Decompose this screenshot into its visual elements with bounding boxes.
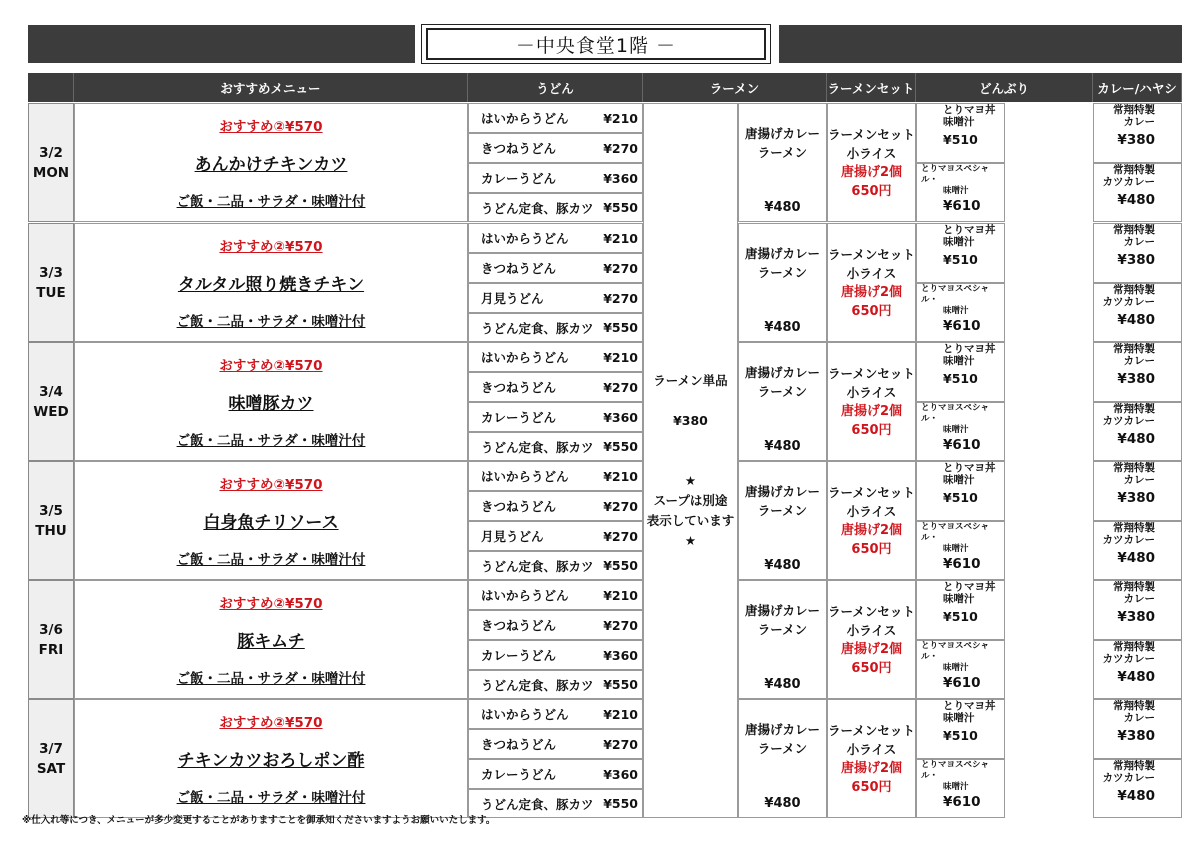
date-label: 3/7 xyxy=(39,740,63,757)
udon-price: ¥550 xyxy=(603,558,638,573)
karaage-curry-ramen-cell xyxy=(738,223,827,342)
curry-a-line2: カレー xyxy=(1123,593,1155,605)
donburi-b-name: とりマヨスペシャル・ xyxy=(921,522,989,543)
donburi-special xyxy=(916,759,1005,818)
udon-name: はいからうどん xyxy=(481,231,569,246)
ramen-set-line1: ラーメンセット xyxy=(828,603,915,619)
recommended-dish: チキンカツおろしポン酢 xyxy=(177,750,365,771)
katsu-curry-item xyxy=(1093,759,1182,818)
curry-b-price: ¥480 xyxy=(1117,788,1155,804)
curry-item xyxy=(1093,342,1182,402)
udon-name: 月見うどん xyxy=(481,529,544,544)
donburi-b-sub: 味噌汁 xyxy=(943,544,969,554)
donburi-a-name: とりマヨ丼 xyxy=(943,700,996,712)
donburi-b-price: ¥610 xyxy=(943,675,981,691)
recommended-price: おすすめ②¥570 xyxy=(219,119,323,136)
donburi-b-price: ¥610 xyxy=(943,318,981,334)
donburi-a-name: とりマヨ丼 xyxy=(943,462,996,474)
donburi-a-price: ¥510 xyxy=(943,371,978,386)
curry-item xyxy=(1093,580,1182,640)
donburi-b-name: とりマヨスペシャル・ xyxy=(921,284,989,305)
donburi-b-name: とりマヨスペシャル・ xyxy=(921,760,989,781)
udon-name: はいからうどん xyxy=(481,469,569,484)
curry-a-line2: カレー xyxy=(1123,712,1155,724)
curry-a-line2: カレー xyxy=(1123,474,1155,486)
udon-item xyxy=(468,432,643,461)
donburi-toriMayo xyxy=(916,223,1005,283)
udon-price: ¥210 xyxy=(603,468,638,484)
recommended-cell xyxy=(74,342,468,461)
udon-item xyxy=(468,640,643,670)
karaage-ramen-line1: 唐揚げカレー xyxy=(744,722,820,737)
recommended-sides: ご飯・二品・サラダ・味噌汁付 xyxy=(176,432,366,449)
curry-item xyxy=(1093,461,1182,521)
karaage-ramen-price: ¥480 xyxy=(764,320,801,335)
udon-name: カレーうどん xyxy=(481,767,557,782)
donburi-b-name: とりマヨスペシャル・ xyxy=(921,403,989,424)
udon-name: カレーうどん xyxy=(481,410,557,425)
recommended-dish: タルタル照り焼きチキン xyxy=(177,274,365,295)
recommended-price: おすすめ②¥570 xyxy=(219,358,323,375)
udon-price: ¥550 xyxy=(603,677,638,692)
udon-name: うどん定食、豚カツ xyxy=(481,439,594,455)
udon-price: ¥210 xyxy=(603,349,638,365)
curry-b-price: ¥480 xyxy=(1117,192,1155,208)
date-label: 3/5 xyxy=(39,502,63,519)
curry-a-line1: 常翔特製 xyxy=(1113,462,1155,474)
udon-price: ¥550 xyxy=(603,200,638,215)
curry-a-line1: 常翔特製 xyxy=(1113,700,1155,712)
udon-item xyxy=(468,521,643,551)
ramen-set-line4: 650円 xyxy=(851,779,892,795)
udon-name: うどん定食、豚カツ xyxy=(481,796,594,812)
donburi-a-price: ¥510 xyxy=(943,252,978,267)
donburi-a-sub: 味噌汁 xyxy=(943,593,975,605)
ramen-set-line3: 唐揚げ2個 xyxy=(840,641,903,657)
ramen-set-line4: 650円 xyxy=(851,541,892,557)
udon-name: はいからうどん xyxy=(481,350,569,365)
donburi-b-sub: 味噌汁 xyxy=(943,186,969,196)
ramen-set-line1: ラーメンセット xyxy=(828,126,915,142)
curry-item xyxy=(1093,103,1182,163)
katsu-curry-item xyxy=(1093,402,1182,461)
ramen-set-line1: ラーメンセット xyxy=(828,722,915,738)
karaage-ramen-line1: 唐揚げカレー xyxy=(744,484,820,499)
udon-item xyxy=(468,313,643,342)
recommended-cell xyxy=(74,580,468,699)
udon-item xyxy=(468,372,643,402)
recommended-cell xyxy=(74,223,468,342)
header-cell: ラーメンセット xyxy=(827,73,916,102)
karaage-ramen-line2: ラーメン xyxy=(757,503,808,518)
udon-price: ¥270 xyxy=(603,140,638,156)
curry-a-price: ¥380 xyxy=(1117,371,1155,387)
curry-a-price: ¥380 xyxy=(1117,132,1155,148)
recommended-price: おすすめ②¥570 xyxy=(219,596,323,613)
donburi-a-name: とりマヨ丼 xyxy=(943,581,996,593)
udon-item xyxy=(468,580,643,610)
day-label: THU xyxy=(35,522,67,539)
curry-b-line2: カツカレー xyxy=(1102,653,1155,665)
udon-price: ¥270 xyxy=(603,617,638,633)
udon-item xyxy=(468,283,643,313)
karaage-curry-ramen-cell xyxy=(738,580,827,699)
ramen-set-line2: 小ライス xyxy=(846,741,897,757)
udon-name: きつねうどん xyxy=(481,141,557,156)
ramen-set-line2: 小ライス xyxy=(846,265,897,281)
udon-item xyxy=(468,223,643,253)
star-icon: ★ xyxy=(684,472,697,488)
ramen-column xyxy=(643,103,738,818)
udon-price: ¥210 xyxy=(603,110,638,126)
karaage-ramen-price: ¥480 xyxy=(764,439,801,454)
ramen-set-line2: 小ライス xyxy=(846,503,897,519)
recommended-cell xyxy=(74,699,468,818)
katsu-curry-item xyxy=(1093,163,1182,222)
header-cell: おすすめメニュー xyxy=(74,73,468,102)
donburi-a-sub: 味噌汁 xyxy=(943,712,975,724)
karaage-ramen-price: ¥480 xyxy=(764,200,801,215)
udon-item xyxy=(468,670,643,699)
date-label: 3/2 xyxy=(39,144,63,161)
donburi-toriMayo xyxy=(916,461,1005,521)
karaage-ramen-line2: ラーメン xyxy=(757,622,808,637)
udon-price: ¥550 xyxy=(603,320,638,335)
udon-name: カレーうどん xyxy=(481,648,557,663)
curry-b-line2: カツカレー xyxy=(1102,415,1155,427)
recommended-price: おすすめ②¥570 xyxy=(219,239,323,256)
donburi-toriMayo xyxy=(916,103,1005,163)
recommended-price: おすすめ②¥570 xyxy=(219,715,323,732)
katsu-curry-item xyxy=(1093,640,1182,699)
curry-b-price: ¥480 xyxy=(1117,669,1155,685)
udon-name: うどん定食、豚カツ xyxy=(481,320,594,336)
ramen-set-line2: 小ライス xyxy=(846,622,897,638)
udon-price: ¥270 xyxy=(603,379,638,395)
ramen-set-line3: 唐揚げ2個 xyxy=(840,284,903,300)
udon-name: はいからうどん xyxy=(481,707,569,722)
recommended-sides: ご飯・二品・サラダ・味噌汁付 xyxy=(176,670,366,687)
recommended-dish: 味噌豚カツ xyxy=(228,393,314,414)
udon-name: 月見うどん xyxy=(481,291,544,306)
katsu-curry-item xyxy=(1093,521,1182,580)
curry-b-line1: 常翔特製 xyxy=(1113,164,1155,176)
date-cell xyxy=(28,103,74,222)
karaage-curry-ramen-cell xyxy=(738,461,827,580)
recommended-dish: 豚キムチ xyxy=(237,631,305,652)
udon-price: ¥270 xyxy=(603,528,638,544)
ramen-note-line2: 表示しています xyxy=(646,512,735,528)
curry-b-price: ¥480 xyxy=(1117,312,1155,328)
udon-price: ¥550 xyxy=(603,439,638,454)
udon-name: きつねうどん xyxy=(481,618,557,633)
karaage-curry-ramen-cell xyxy=(738,103,827,222)
curry-b-line2: カツカレー xyxy=(1102,296,1155,308)
donburi-special xyxy=(916,521,1005,580)
udon-item xyxy=(468,253,643,283)
ramen-set-line1: ラーメンセット xyxy=(828,365,915,381)
title-band-left xyxy=(28,25,415,63)
donburi-special xyxy=(916,402,1005,461)
ramen-set-line4: 650円 xyxy=(851,660,892,676)
donburi-b-price: ¥610 xyxy=(943,198,981,214)
donburi-a-price: ¥510 xyxy=(943,728,978,743)
udon-name: はいからうどん xyxy=(481,111,569,126)
udon-name: カレーうどん xyxy=(481,171,557,186)
header-cell: ラーメン xyxy=(643,73,827,102)
donburi-toriMayo xyxy=(916,580,1005,640)
header-cell: うどん xyxy=(468,73,643,102)
day-label: SAT xyxy=(36,760,66,777)
ramen-set-cell xyxy=(827,103,916,222)
ramen-set-line4: 650円 xyxy=(851,183,892,199)
karaage-ramen-line2: ラーメン xyxy=(757,145,808,160)
curry-a-line1: 常翔特製 xyxy=(1113,343,1155,355)
ramen-single-price: ¥380 xyxy=(673,412,708,428)
karaage-ramen-line2: ラーメン xyxy=(757,384,808,399)
ramen-set-line2: 小ライス xyxy=(846,145,897,161)
donburi-b-sub: 味噌汁 xyxy=(943,663,969,673)
curry-a-line1: 常翔特製 xyxy=(1113,104,1155,116)
udon-item xyxy=(468,342,643,372)
date-label: 3/4 xyxy=(39,383,63,400)
karaage-ramen-price: ¥480 xyxy=(764,796,801,811)
karaage-ramen-price: ¥480 xyxy=(764,558,801,573)
donburi-a-sub: 味噌汁 xyxy=(943,116,975,128)
ramen-set-line1: ラーメンセット xyxy=(828,484,915,500)
curry-b-price: ¥480 xyxy=(1117,431,1155,447)
ramen-set-cell xyxy=(827,461,916,580)
karaage-ramen-line2: ラーメン xyxy=(757,265,808,280)
karaage-ramen-line2: ラーメン xyxy=(757,741,808,756)
ramen-set-cell xyxy=(827,223,916,342)
curry-a-price: ¥380 xyxy=(1117,609,1155,625)
karaage-ramen-line1: 唐揚げカレー xyxy=(744,365,820,380)
donburi-a-price: ¥510 xyxy=(943,490,978,505)
recommended-sides: ご飯・二品・サラダ・味噌汁付 xyxy=(176,789,366,806)
curry-b-line1: 常翔特製 xyxy=(1113,284,1155,296)
udon-price: ¥360 xyxy=(603,409,638,425)
udon-price: ¥270 xyxy=(603,736,638,752)
curry-a-price: ¥380 xyxy=(1117,728,1155,744)
karaage-curry-ramen-cell xyxy=(738,699,827,818)
recommended-cell xyxy=(74,461,468,580)
udon-item xyxy=(468,133,643,163)
recommended-sides: ご飯・二品・サラダ・味噌汁付 xyxy=(176,193,366,210)
header-cell: どんぶり xyxy=(916,73,1093,102)
udon-item xyxy=(468,699,643,729)
karaage-ramen-line1: 唐揚げカレー xyxy=(744,603,820,618)
udon-name: きつねうどん xyxy=(481,380,557,395)
udon-name: きつねうどん xyxy=(481,499,557,514)
ramen-set-line2: 小ライス xyxy=(846,384,897,400)
udon-price: ¥550 xyxy=(603,796,638,811)
donburi-a-price: ¥510 xyxy=(943,609,978,624)
donburi-a-name: とりマヨ丼 xyxy=(943,343,996,355)
ramen-set-line1: ラーメンセット xyxy=(828,246,915,262)
donburi-special xyxy=(916,163,1005,222)
donburi-a-sub: 味噌汁 xyxy=(943,236,975,248)
katsu-curry-item xyxy=(1093,283,1182,342)
karaage-curry-ramen-cell xyxy=(738,342,827,461)
curry-a-line1: 常翔特製 xyxy=(1113,581,1155,593)
page-title: －中央食堂1階 － xyxy=(426,28,766,60)
ramen-set-line4: 650円 xyxy=(851,422,892,438)
udon-item xyxy=(468,461,643,491)
header-blank xyxy=(28,73,74,102)
donburi-special xyxy=(916,283,1005,342)
donburi-b-sub: 味噌汁 xyxy=(943,306,969,316)
udon-price: ¥270 xyxy=(603,260,638,276)
udon-item xyxy=(468,103,643,133)
donburi-special xyxy=(916,640,1005,699)
curry-b-line2: カツカレー xyxy=(1102,176,1155,188)
karaage-ramen-line1: 唐揚げカレー xyxy=(744,246,820,261)
karaage-ramen-line1: 唐揚げカレー xyxy=(744,126,820,141)
curry-a-line1: 常翔特製 xyxy=(1113,224,1155,236)
udon-item xyxy=(468,491,643,521)
date-label: 3/3 xyxy=(39,264,63,281)
ramen-set-cell xyxy=(827,342,916,461)
ramen-set-cell xyxy=(827,580,916,699)
recommended-price: おすすめ②¥570 xyxy=(219,477,323,494)
curry-a-price: ¥380 xyxy=(1117,252,1155,268)
star-icon: ★ xyxy=(684,532,697,548)
donburi-b-price: ¥610 xyxy=(943,794,981,810)
donburi-b-name: とりマヨスペシャル・ xyxy=(921,164,989,185)
recommended-dish: 白身魚チリソース xyxy=(203,512,339,533)
udon-price: ¥270 xyxy=(603,498,638,514)
day-label: TUE xyxy=(36,284,66,301)
udon-item xyxy=(468,163,643,193)
title-box xyxy=(421,24,771,64)
recommended-sides: ご飯・二品・サラダ・味噌汁付 xyxy=(176,551,366,568)
curry-b-line2: カツカレー xyxy=(1102,534,1155,546)
day-label: MON xyxy=(32,164,70,181)
date-cell xyxy=(28,699,74,818)
day-label: FRI xyxy=(38,641,64,658)
udon-price: ¥360 xyxy=(603,647,638,663)
udon-item xyxy=(468,551,643,580)
curry-item xyxy=(1093,699,1182,759)
udon-name: きつねうどん xyxy=(481,261,557,276)
donburi-b-sub: 味噌汁 xyxy=(943,425,969,435)
donburi-b-sub: 味噌汁 xyxy=(943,782,969,792)
ramen-set-line3: 唐揚げ2個 xyxy=(840,760,903,776)
donburi-b-price: ¥610 xyxy=(943,556,981,572)
udon-price: ¥270 xyxy=(603,290,638,306)
udon-name: うどん定食、豚カツ xyxy=(481,200,594,216)
curry-b-line2: カツカレー xyxy=(1102,772,1155,784)
udon-name: うどん定食、豚カツ xyxy=(481,677,594,693)
date-cell xyxy=(28,342,74,461)
donburi-b-name: とりマヨスペシャル・ xyxy=(921,641,989,662)
curry-b-line1: 常翔特製 xyxy=(1113,403,1155,415)
donburi-a-name: とりマヨ丼 xyxy=(943,224,996,236)
donburi-a-price: ¥510 xyxy=(943,132,978,147)
udon-price: ¥360 xyxy=(603,170,638,186)
donburi-a-sub: 味噌汁 xyxy=(943,355,975,367)
ramen-set-line3: 唐揚げ2個 xyxy=(840,522,903,538)
title-band-right xyxy=(779,25,1182,63)
udon-price: ¥360 xyxy=(603,766,638,782)
curry-item xyxy=(1093,223,1182,283)
date-label: 3/6 xyxy=(39,621,63,638)
ramen-set-cell xyxy=(827,699,916,818)
curry-a-line2: カレー xyxy=(1123,116,1155,128)
udon-item xyxy=(468,759,643,789)
karaage-ramen-price: ¥480 xyxy=(764,677,801,692)
udon-item xyxy=(468,610,643,640)
recommended-sides: ご飯・二品・サラダ・味噌汁付 xyxy=(176,313,366,330)
udon-price: ¥210 xyxy=(603,706,638,722)
udon-price: ¥210 xyxy=(603,230,638,246)
date-cell xyxy=(28,223,74,342)
ramen-note-line1: スープは別途 xyxy=(653,492,728,508)
curry-a-line2: カレー xyxy=(1123,355,1155,367)
udon-name: はいからうどん xyxy=(481,588,569,603)
curry-a-line2: カレー xyxy=(1123,236,1155,248)
udon-item xyxy=(468,402,643,432)
curry-a-price: ¥380 xyxy=(1117,490,1155,506)
udon-item xyxy=(468,729,643,759)
header-cell: カレー/ハヤシ xyxy=(1093,73,1182,102)
ramen-single-label: ラーメン単品 xyxy=(653,372,728,388)
udon-name: きつねうどん xyxy=(481,737,557,752)
ramen-set-line4: 650円 xyxy=(851,303,892,319)
recommended-dish: あんかけチキンカツ xyxy=(194,154,348,175)
donburi-toriMayo xyxy=(916,699,1005,759)
donburi-b-price: ¥610 xyxy=(943,437,981,453)
footer-note: ※仕入れ等につき、メニューが多少変更することがありますことを御承知くださいますようお願いいたします。 xyxy=(22,815,496,826)
donburi-a-sub: 味噌汁 xyxy=(943,474,975,486)
ramen-set-line3: 唐揚げ2個 xyxy=(840,164,903,180)
date-cell xyxy=(28,461,74,580)
curry-b-price: ¥480 xyxy=(1117,550,1155,566)
recommended-cell xyxy=(74,103,468,222)
curry-b-line1: 常翔特製 xyxy=(1113,641,1155,653)
donburi-a-name: とりマヨ丼 xyxy=(943,104,996,116)
donburi-toriMayo xyxy=(916,342,1005,402)
ramen-set-line3: 唐揚げ2個 xyxy=(840,403,903,419)
day-label: WED xyxy=(33,403,69,420)
date-cell xyxy=(28,580,74,699)
udon-item xyxy=(468,193,643,222)
udon-name: うどん定食、豚カツ xyxy=(481,558,594,574)
curry-b-line1: 常翔特製 xyxy=(1113,760,1155,772)
curry-b-line1: 常翔特製 xyxy=(1113,522,1155,534)
udon-price: ¥210 xyxy=(603,587,638,603)
